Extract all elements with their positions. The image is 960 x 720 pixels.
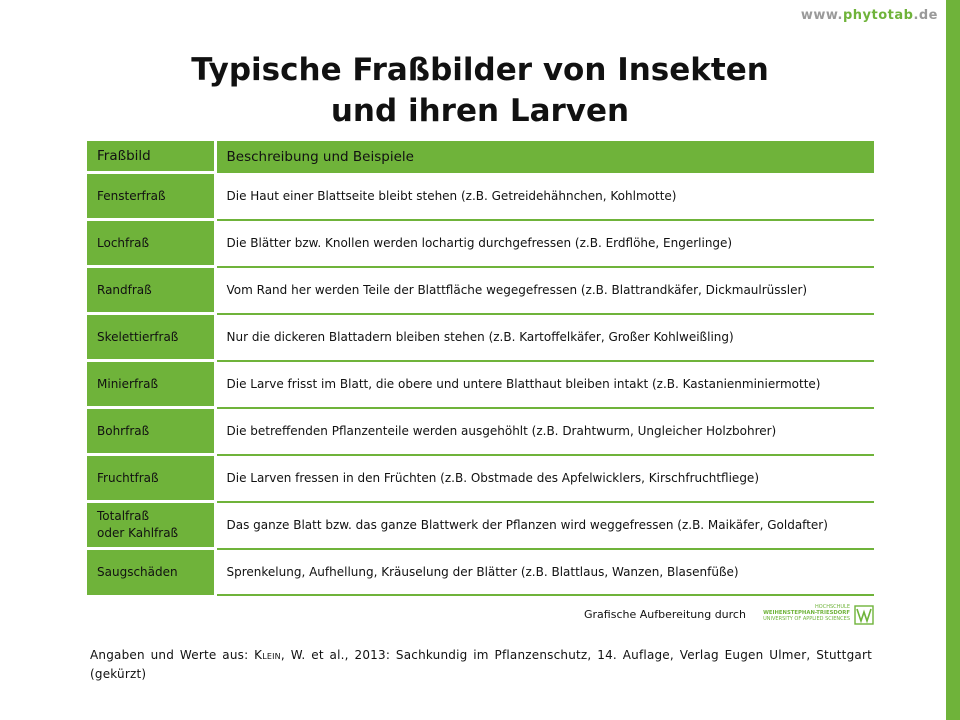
table-row xyxy=(87,502,874,549)
credit-text: Grafische Aufbereitung durch xyxy=(584,608,746,621)
row-type: Totalfraß oder Kahlfraß xyxy=(87,502,215,549)
table-header-row xyxy=(87,141,874,173)
page-title-line1: Typische Fraßbilder von Insekten xyxy=(191,52,769,88)
row-description: Die betreffenden Pflanzenteile werden ausgehöhlt (z.B. Drahtwurm, Ungleicher Holzbohrer) xyxy=(215,408,874,455)
row-type: Fensterfraß xyxy=(87,173,215,220)
header-beschreibung: Beschreibung und Beispiele xyxy=(215,141,874,173)
table-row xyxy=(87,220,874,267)
row-description: Die Larve frisst im Blatt, die obere und untere Blatthaut bleiben intakt (z.B. Kastanienminiermotte) xyxy=(215,361,874,408)
row-description: Sprenkelung, Aufhellung, Kräuselung der Blätter (z.B. Blattlaus, Wanzen, Blasenfüße) xyxy=(215,549,874,595)
row-type: Fruchtfraß xyxy=(87,455,215,502)
table-row xyxy=(87,314,874,361)
row-description: Nur die dickeren Blattadern bleiben stehen (z.B. Kartoffelkäfer, Großer Kohlweißling) xyxy=(215,314,874,361)
source-citation: Angaben und Werte aus: Klein, W. et al., 2013: Sachkundig im Pflanzenschutz, 14. Auflage, Verlag Eugen Ulmer, Stuttgart (gekürzt) xyxy=(90,648,872,681)
row-type: Skelettierfraß xyxy=(87,314,215,361)
table-row xyxy=(87,408,874,455)
feeding-pattern-table xyxy=(87,141,874,596)
site-url[interactable]: www.phytotab.de xyxy=(800,8,938,23)
logo-text: HOCHSCHULE WEIHENSTEPHAN-TRIESDORF UNIVERSITY OF APPLIED SCIENCES xyxy=(763,604,850,622)
row-type: Bohrfraß xyxy=(87,408,215,455)
row-description: Die Blätter bzw. Knollen werden lochartig durchgefressen (z.B. Erdflöhe, Engerlinge) xyxy=(215,220,874,267)
row-description: Die Larven fressen in den Früchten (z.B. Obstmade des Apfelwicklers, Kirschfruchtfliege) xyxy=(215,455,874,502)
page-title xyxy=(0,50,960,132)
row-type: Minierfraß xyxy=(87,361,215,408)
table-row xyxy=(87,173,874,220)
university-logo[interactable] xyxy=(758,604,876,626)
row-description: Vom Rand her werden Teile der Blattfläche wegegefressen (z.B. Blattrandkäfer, Dickmaulrüssler) xyxy=(215,267,874,314)
row-description: Die Haut einer Blattseite bleibt stehen (z.B. Getreidehähnchen, Kohlmotte) xyxy=(215,173,874,220)
page-title-line2: und ihren Larven xyxy=(330,93,630,129)
hswt-logo-icon xyxy=(854,605,874,625)
table-row xyxy=(87,267,874,314)
row-description: Das ganze Blatt bzw. das ganze Blattwerk der Pflanzen wird weggefressen (z.B. Maikäfer, Goldafter) xyxy=(215,502,874,549)
row-type: Lochfraß xyxy=(87,220,215,267)
row-type: Randfraß xyxy=(87,267,215,314)
table-row xyxy=(87,549,874,595)
table-row xyxy=(87,361,874,408)
table-row xyxy=(87,455,874,502)
row-type: Saugschäden xyxy=(87,549,215,595)
header-frassbild: Fraßbild xyxy=(87,141,215,173)
